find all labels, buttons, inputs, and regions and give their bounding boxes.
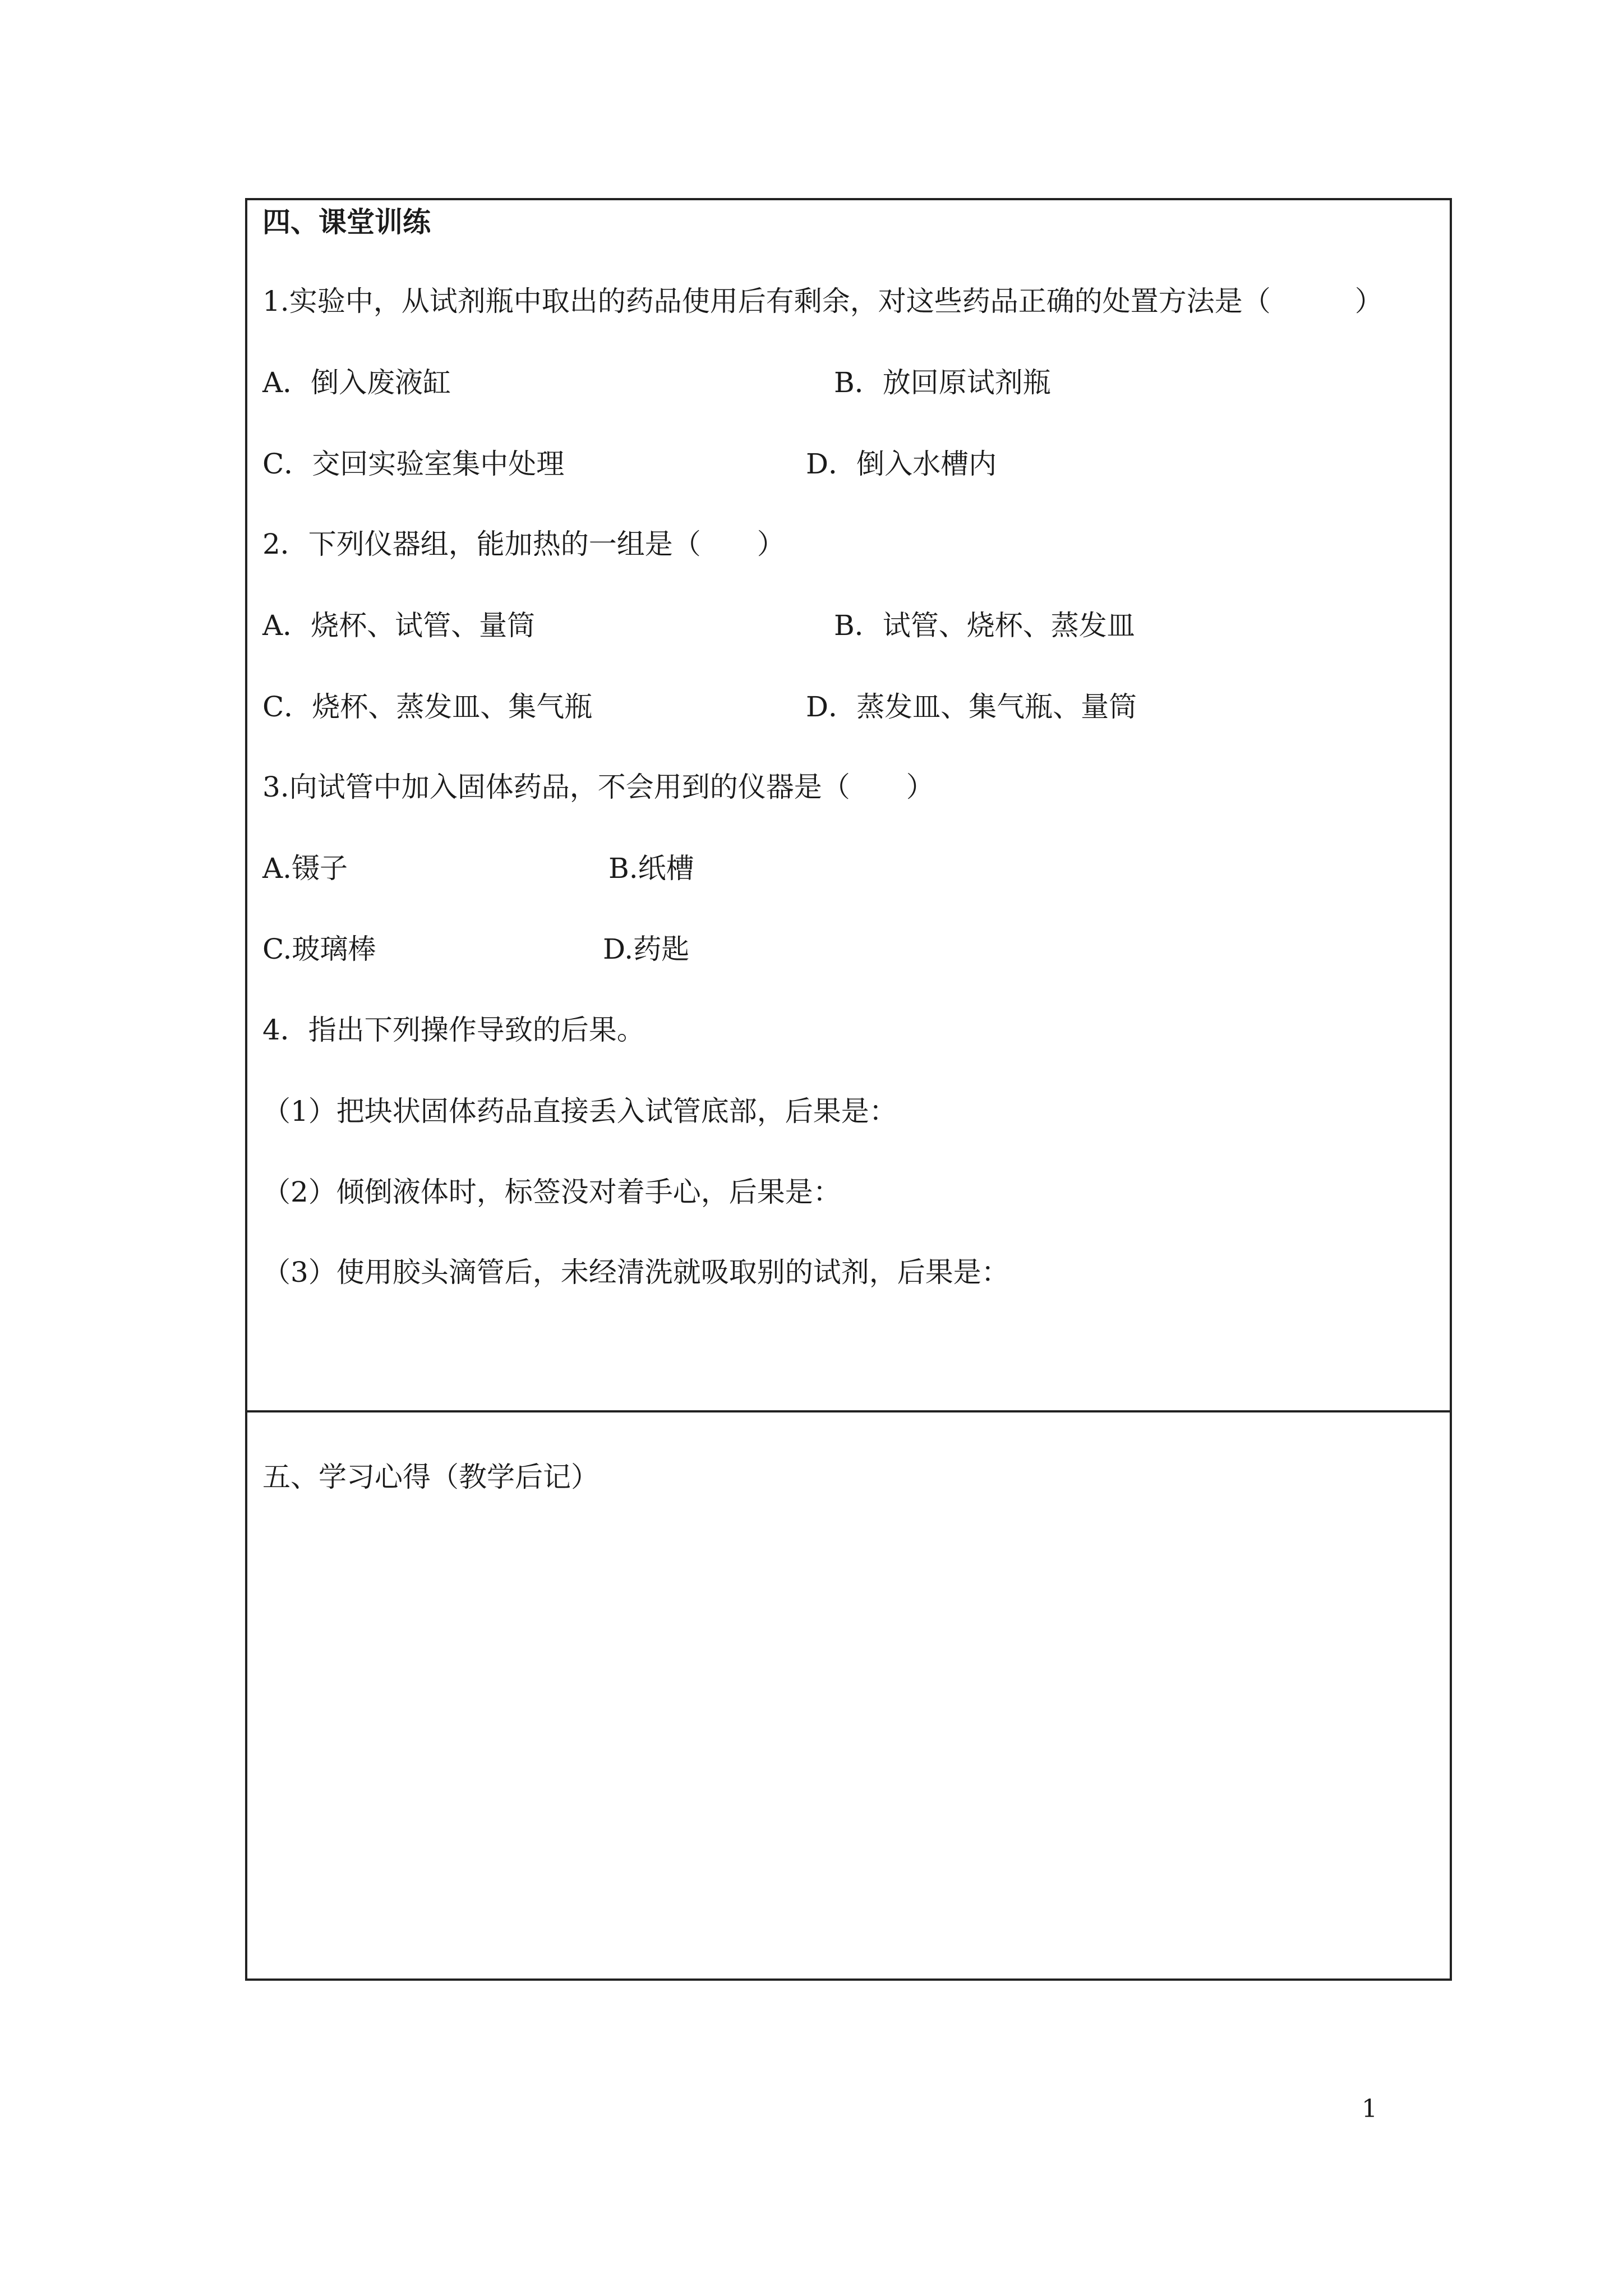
q2-option-a: A．烧杯、试管、量筒 [262, 609, 536, 642]
q1-option-b: B．放回原试剂瓶 [834, 366, 1051, 399]
q3-stem: 3.向试管中加入固体药品，不会用到的仪器是（ ） [262, 771, 934, 803]
q3-option-a: A.镊子 [262, 852, 348, 885]
q1-option-d: D．倒入水槽内 [806, 448, 997, 480]
q1-option-a: A．倒入废液缸 [262, 366, 451, 399]
section-divider [245, 1410, 1452, 1412]
q2-option-b: B．试管、烧杯、蒸发皿 [834, 609, 1135, 642]
q4-item-1: （1）把块状固体药品直接丢入试管底部，后果是： [262, 1095, 897, 1128]
q1-stem: 1.实验中，从试剂瓶中取出的药品使用后有剩余，对这些药品正确的处置方法是（ ） [262, 285, 1383, 318]
q2-option-c: C．烧杯、蒸发皿、集气瓶 [262, 691, 593, 723]
q2-option-d: D．蒸发皿、集气瓶、量筒 [806, 691, 1137, 723]
q1-option-c: C．交回实验室集中处理 [262, 448, 565, 480]
q4-item-2: （2）倾倒液体时，标签没对着手心，后果是： [262, 1176, 841, 1208]
q2-stem: 2．下列仪器组，能加热的一组是（ ） [262, 528, 785, 560]
section4-heading: 四、课堂训练 [262, 205, 431, 238]
q3-option-c: C.玻璃棒 [262, 933, 376, 965]
q4-item-3: （3）使用胶头滴管后，未经清洗就吸取别的试剂，后果是： [262, 1256, 1009, 1289]
q3-option-b: B.纸槽 [608, 852, 694, 885]
page-number: 1 [1362, 2095, 1377, 2123]
section5-heading: 五、学习心得（教学后记） [262, 1461, 599, 1493]
q3-option-d: D.药匙 [603, 933, 690, 965]
q4-stem: 4．指出下列操作导致的后果。 [262, 1014, 645, 1046]
